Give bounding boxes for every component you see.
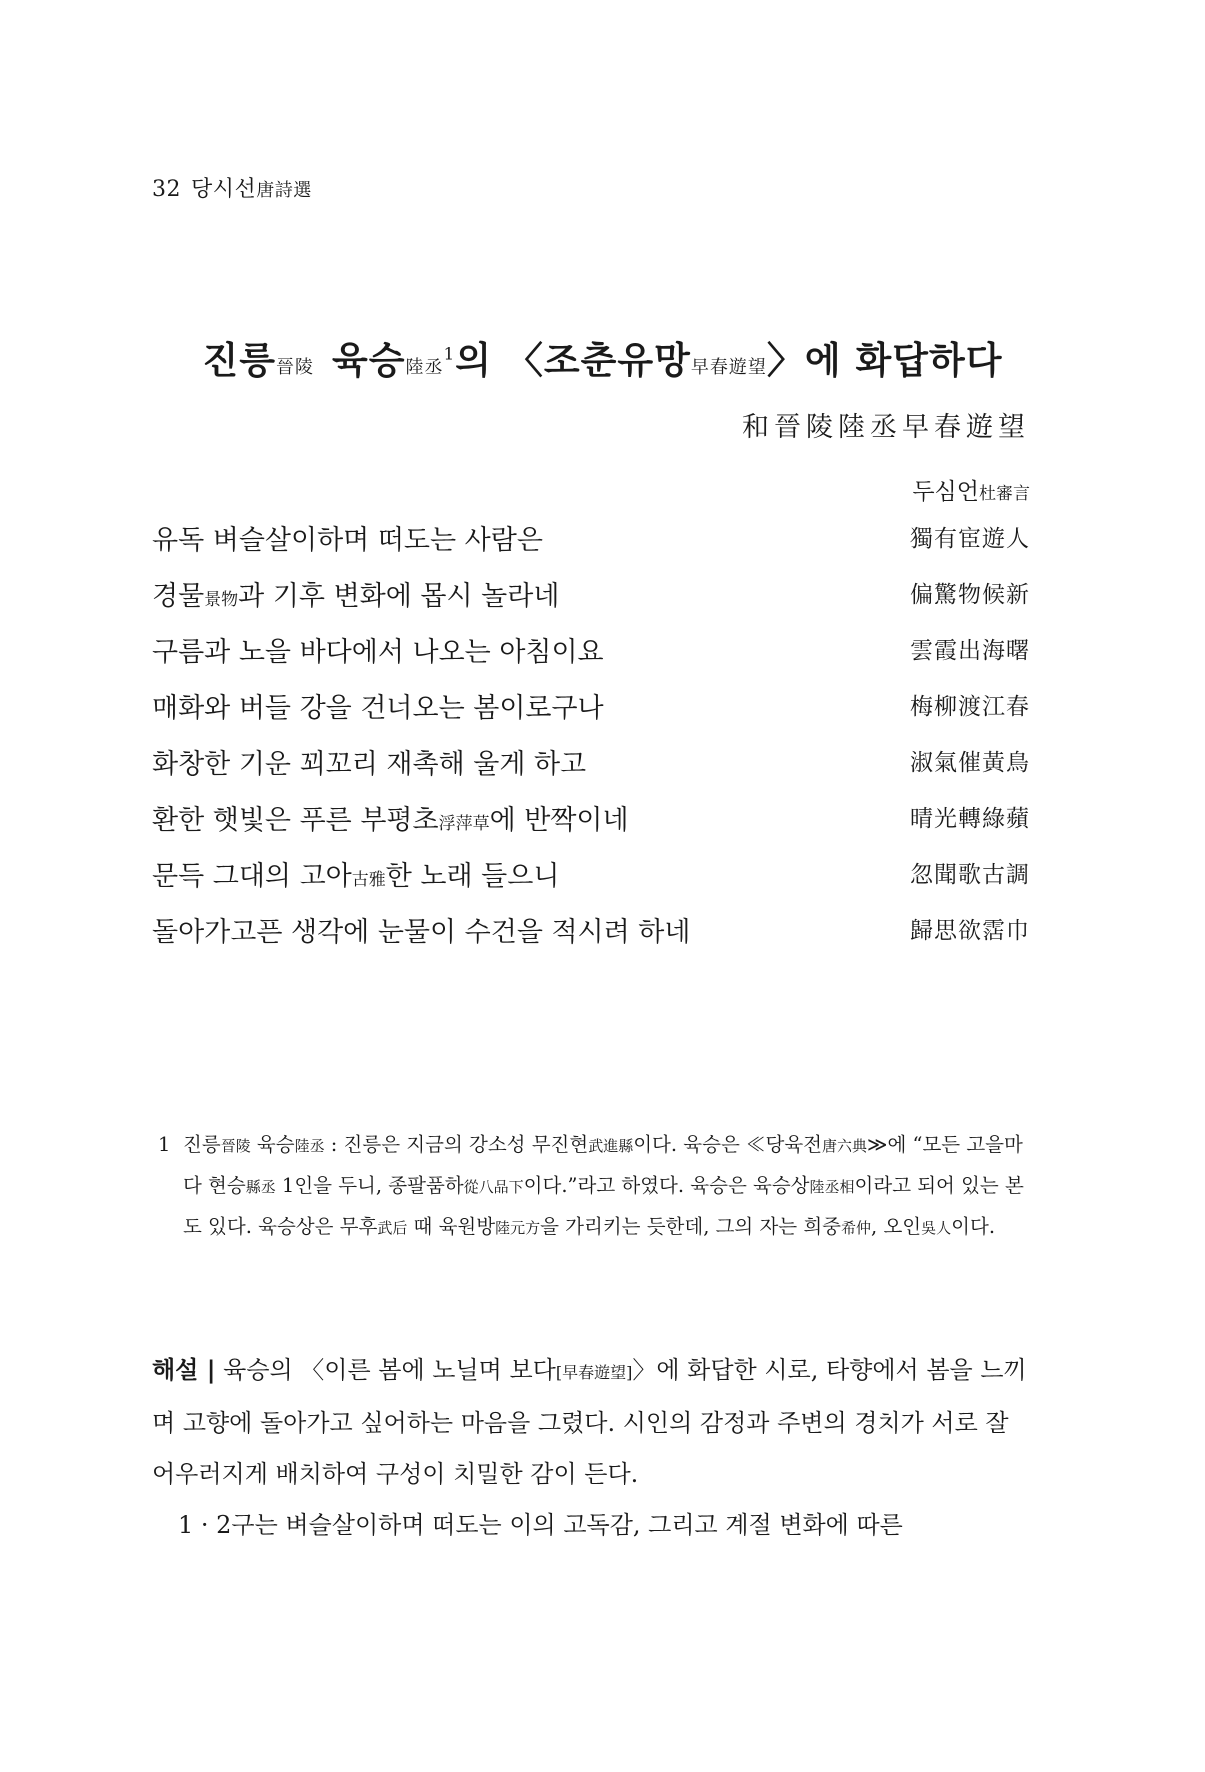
title-part: 진릉: [202, 338, 276, 382]
poem-author: [912, 473, 1030, 506]
poem-line-ko: 환한 햇빛은 푸른 부평초浮萍草에 반짝이네: [152, 805, 629, 836]
poem-line: [152, 742, 1030, 782]
footnote-number: 1: [158, 1133, 171, 1156]
poem-subtitle-han: 和晉陵陸丞早春遊望: [742, 412, 1030, 443]
book-title-ko: 당시선: [191, 177, 257, 202]
author-name-han: 杜審言: [979, 484, 1030, 504]
poem-line-ko: 경물景物과 기후 변화에 몹시 놀라네: [152, 581, 560, 612]
poem-title: [0, 330, 1205, 384]
poem-line-han: 偏驚物候新: [910, 582, 1030, 608]
poem-line-ko: 구름과 노을 바다에서 나오는 아침이요: [152, 637, 604, 668]
title-hanja: 陸丞: [405, 357, 444, 378]
commentary-paragraph: 1 · 2구는 벼슬살이하며 떠도는 이의 고독감, 그리고 계절 변화에 따른: [178, 1511, 903, 1539]
author-name-ko: 두심언: [912, 479, 979, 505]
poem-line-ko: 돌아가고픈 생각에 눈물이 수건을 적시려 하네: [152, 917, 691, 948]
poem-line: [152, 630, 1030, 670]
footnote: 1 진릉晉陵 육승陸丞 : 진릉은 지금의 강소성 무진현武進縣이다. 육승은 ≪당육전唐六典≫에 “모든 고을마다 현승縣丞 1인을 두니, 종팔품하從八品下이다.”라고 하였다. 육승은 육승상陸丞相이라고 되어 있는 본도 있다. 육승상은 무후武后 때 육원방陸元方을 가리키는 듯한데, 그의 자는 희중希仲, 오인吳人이다.: [183, 1125, 1028, 1248]
poem-line: [152, 686, 1030, 726]
poem-line: [152, 798, 1030, 838]
poem-line-han: 雲霞出海曙: [910, 638, 1030, 664]
page-number: 32: [152, 177, 181, 202]
commentary: [152, 1345, 1030, 1551]
running-header: [152, 172, 312, 203]
poem-line-han: 梅柳渡江春: [910, 694, 1030, 720]
poem-line-han: 淑氣催黃鳥: [910, 750, 1030, 776]
book-title-han: 唐詩選: [256, 180, 312, 201]
poem-line: [152, 518, 1030, 558]
title-part: 육승: [331, 338, 406, 382]
commentary-label: 해설 |: [152, 1356, 216, 1384]
poem-line-ko: 유독 벼슬살이하며 떠도는 사람은: [152, 525, 543, 556]
poem-line-ko: 문득 그대의 고아古雅한 노래 들으니: [152, 861, 560, 892]
poem-line-ko: 매화와 버들 강을 건너오는 봄이로구나: [152, 693, 604, 724]
poem-line-han: 歸思欲霑巾: [910, 918, 1030, 944]
commentary-paragraph: 해설 | 육승의 〈이른 봄에 노닐며 보다[早春遊望]〉에 화답한 시로, 타향에서 봄을 느끼며 고향에 돌아가고 싶어하는 마음을 그렸다. 시인의 감정과 주변의 경치가 서로 잘 어우러지게 배치하여 구성이 치밀한 감이 든다.: [152, 1356, 1027, 1488]
poem-line-han: 獨有宦遊人: [910, 526, 1030, 552]
poem-line: [152, 910, 1030, 950]
poem-line-han: 晴光轉綠蘋: [910, 806, 1030, 832]
title-hanja: 早春遊望: [690, 357, 767, 378]
poem-line: [152, 854, 1030, 894]
title-part: 의 〈조춘유망: [455, 338, 691, 382]
title-part: 〉에 화답하다: [766, 338, 1003, 382]
poem-line-han: 忽聞歌古調: [910, 862, 1030, 888]
title-hanja: 晉陵: [275, 357, 314, 378]
footnote-ref[interactable]: 1: [443, 344, 456, 365]
poem-line-ko: 화창한 기운 꾀꼬리 재촉해 울게 하고: [152, 749, 587, 780]
poem-line: [152, 574, 1030, 614]
